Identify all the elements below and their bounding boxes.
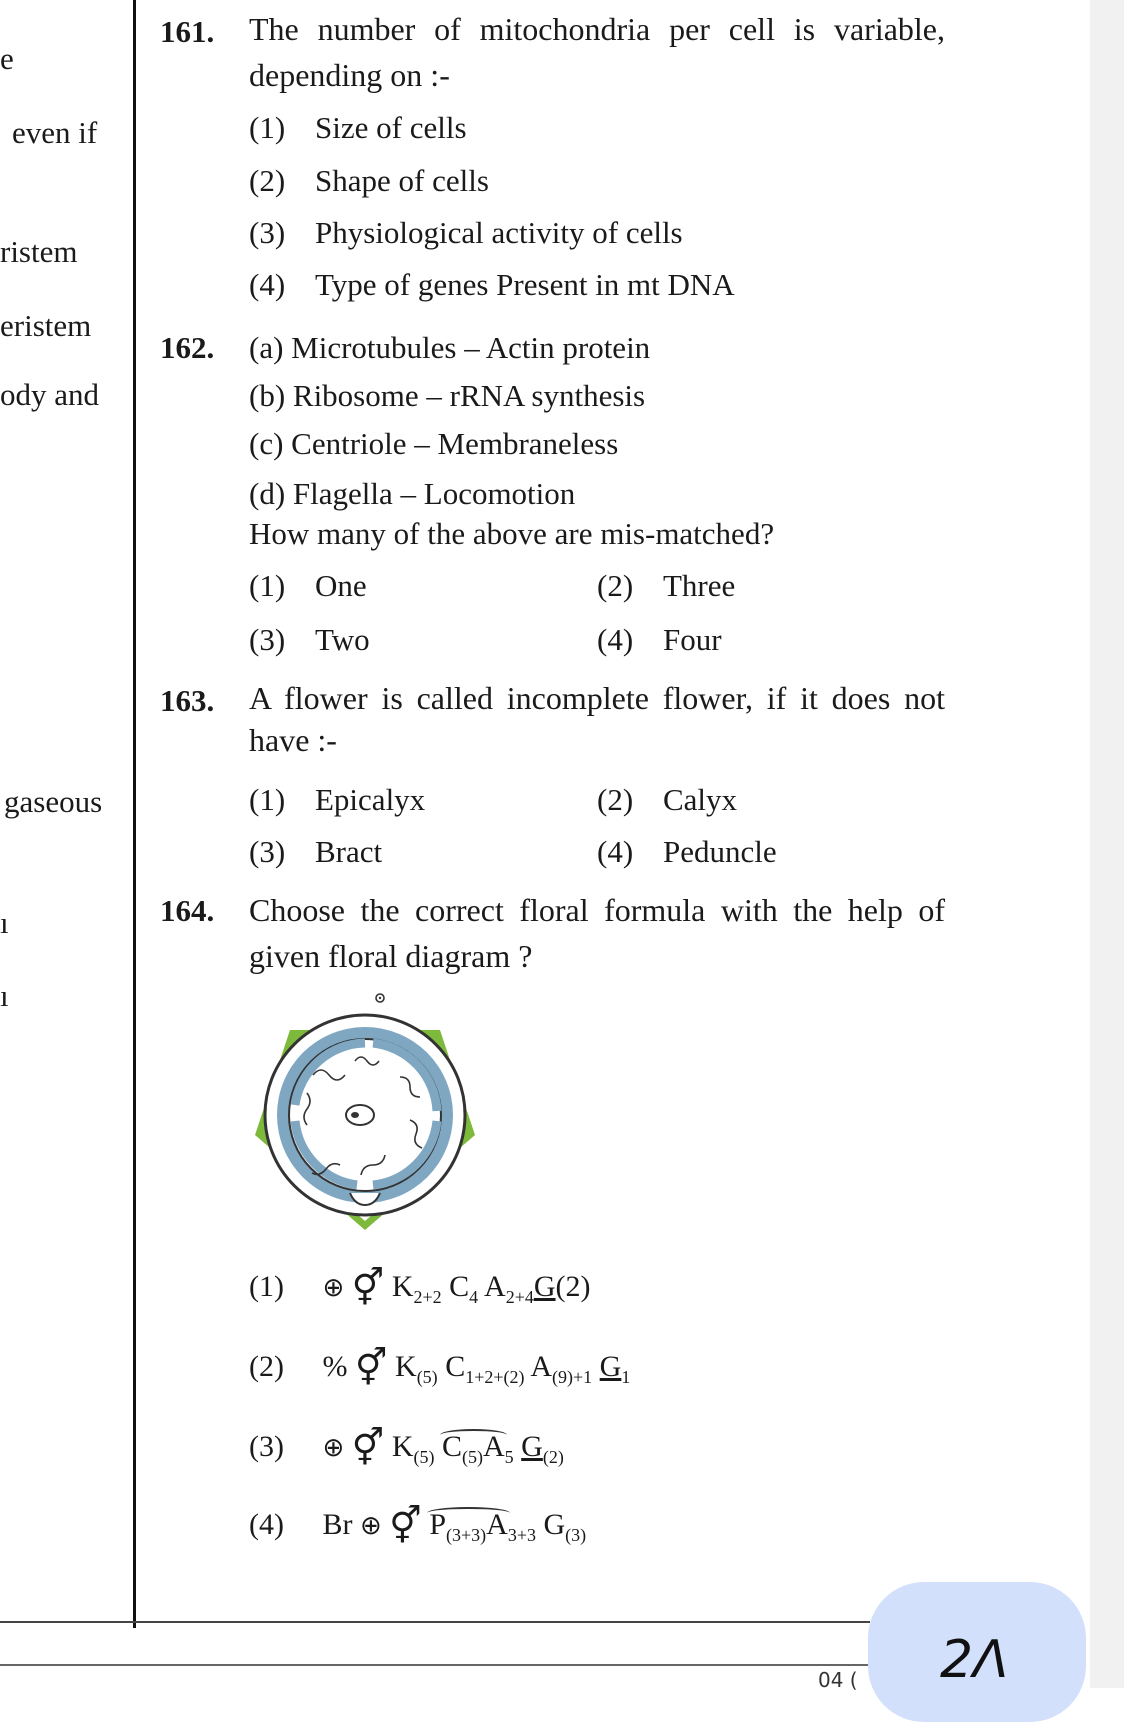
question-text: How many of the above are mis-matched? xyxy=(249,516,775,551)
perianth-label: P xyxy=(429,1508,446,1541)
match-item: (a) Microtubules – Actin protein xyxy=(249,330,651,365)
gynoecium-label: G xyxy=(543,1508,566,1541)
perianth-count: (3+3) xyxy=(446,1525,487,1545)
calyx-label: K xyxy=(395,1350,417,1383)
option-number: (1) xyxy=(249,782,286,817)
right-margin xyxy=(1090,0,1124,1688)
zygomorphic-symbol: % xyxy=(322,1350,348,1383)
gynoecium-label: G xyxy=(533,1270,556,1303)
androecium-count: 5 xyxy=(504,1447,514,1467)
option-number: (3) xyxy=(249,215,286,250)
floral-diagram xyxy=(245,985,485,1235)
bisexual-symbol: ⚥ xyxy=(351,1268,385,1309)
option-text: Peduncle xyxy=(663,834,777,869)
option[interactable] xyxy=(597,832,777,872)
calyx-count: (5) xyxy=(416,1367,438,1387)
formula-option[interactable] xyxy=(249,1425,564,1479)
corolla-count: (5) xyxy=(462,1447,483,1467)
gynoecium-count: (2) xyxy=(555,1270,591,1303)
match-item: (b) Ribosome – rRNA synthesis xyxy=(249,378,646,413)
left-fragment: ı xyxy=(0,905,9,940)
bisexual-symbol: ⚥ xyxy=(355,1348,388,1389)
androecium-label: A xyxy=(530,1350,553,1383)
option[interactable] xyxy=(249,265,735,305)
option[interactable] xyxy=(249,213,683,253)
match-item: (d) Flagella – Locomotion xyxy=(249,476,576,511)
androecium-count: 2+4 xyxy=(505,1287,534,1307)
option-number: (4) xyxy=(249,267,286,302)
question-number: 161. xyxy=(160,14,215,49)
corolla-label: C xyxy=(449,1270,470,1303)
androecium-count: (9)+1 xyxy=(552,1367,593,1387)
calyx-label: K xyxy=(391,1270,414,1303)
question-text: The number of mitochondria per cell is variable, depending on :- xyxy=(249,11,945,93)
option-number: (1) xyxy=(249,568,286,603)
formula-option[interactable] xyxy=(249,1503,586,1557)
androecium-label: A xyxy=(484,1270,506,1303)
bisexual-symbol: ⚥ xyxy=(389,1506,422,1547)
mother-axis-dot xyxy=(379,997,381,999)
option[interactable] xyxy=(249,108,467,148)
bract-label: Br xyxy=(322,1508,353,1541)
option-text: Epicalyx xyxy=(315,782,426,817)
epipetalous-group xyxy=(442,1425,505,1479)
bottom-rule-2 xyxy=(0,1664,870,1666)
androecium-label: A xyxy=(483,1430,505,1463)
left-fragment: eristem xyxy=(0,308,92,343)
question-text: A flower is called incomplete flower, if it does not have :- xyxy=(249,680,945,758)
androecium-label: A xyxy=(486,1508,508,1541)
left-fragment: gaseous xyxy=(4,784,103,819)
actinomorphic-symbol: ⊕ xyxy=(360,1511,382,1541)
option[interactable] xyxy=(249,620,370,660)
option-text: Four xyxy=(663,622,722,657)
option-text: Calyx xyxy=(663,782,738,817)
option-number: (3) xyxy=(249,834,286,869)
option-number: (4) xyxy=(597,834,634,869)
option-number: (1) xyxy=(249,110,286,145)
gynoecium-label: G xyxy=(521,1430,543,1463)
left-fragment: e xyxy=(0,41,14,76)
actinomorphic-symbol: ⊕ xyxy=(322,1273,345,1303)
option-number: (2) xyxy=(597,782,634,817)
left-fragment: ı xyxy=(0,978,9,1013)
ovule xyxy=(351,1112,359,1118)
option-text: One xyxy=(315,568,367,603)
calyx-count: 2+2 xyxy=(413,1287,442,1307)
option[interactable] xyxy=(597,620,722,660)
corolla-label: C xyxy=(445,1350,466,1383)
page-footer-fragment: 04 ( xyxy=(818,1668,858,1692)
option-number: (4) xyxy=(249,1508,284,1541)
left-fragment: ody and xyxy=(0,377,100,412)
corolla-count: 4 xyxy=(469,1287,479,1307)
option-number: (2) xyxy=(249,163,286,198)
actinomorphic-symbol: ⊕ xyxy=(322,1433,345,1463)
calyx-count: (5) xyxy=(413,1447,435,1467)
option-number: (2) xyxy=(249,1350,284,1383)
floating-badge-text: 2Λ xyxy=(940,1630,1009,1690)
bisexual-symbol: ⚥ xyxy=(351,1428,385,1469)
question-number: 164. xyxy=(160,893,215,928)
left-fragment: even if xyxy=(12,115,98,150)
bottom-rule xyxy=(0,1621,870,1623)
formula-option[interactable] xyxy=(249,1345,630,1399)
option-text: Physiological activity of cells xyxy=(315,215,683,250)
option-number: (3) xyxy=(249,1430,284,1463)
gynoecium-count: 1 xyxy=(621,1367,631,1387)
option-text: Three xyxy=(663,568,736,603)
gynoecium-count: (2) xyxy=(542,1447,564,1467)
corolla-label: C xyxy=(441,1430,462,1463)
epiphyllous-group xyxy=(429,1503,508,1557)
option[interactable] xyxy=(597,780,737,820)
option-number: (4) xyxy=(597,622,634,657)
option[interactable] xyxy=(249,566,367,606)
option-text: Shape of cells xyxy=(315,163,489,198)
corolla-count: 1+2+(2) xyxy=(465,1367,525,1387)
formula-option[interactable] xyxy=(249,1265,591,1319)
calyx-label: K xyxy=(391,1430,414,1463)
match-item: (c) Centriole – Membraneless xyxy=(249,426,619,461)
option-text: Bract xyxy=(315,834,383,869)
option[interactable] xyxy=(249,832,382,872)
question-text: Choose the correct floral formula with the help of given floral diagram ? xyxy=(249,892,945,974)
option-number: (3) xyxy=(249,622,286,657)
androecium-count: 3+3 xyxy=(507,1525,536,1545)
gynoecium-count: (3) xyxy=(565,1525,587,1545)
gynoecium-label: G xyxy=(599,1350,622,1383)
option-number: (1) xyxy=(249,1270,284,1303)
option[interactable] xyxy=(597,566,735,606)
column-divider xyxy=(133,0,136,1628)
question-number: 163. xyxy=(160,683,215,718)
left-fragment: ristem xyxy=(0,234,78,269)
option-text: Two xyxy=(315,622,370,657)
option[interactable] xyxy=(249,161,489,201)
option[interactable] xyxy=(249,780,425,820)
option-text: Type of genes Present in mt DNA xyxy=(315,267,735,302)
question-number: 162. xyxy=(160,330,215,365)
option-number: (2) xyxy=(597,568,634,603)
option-text: Size of cells xyxy=(315,110,467,145)
